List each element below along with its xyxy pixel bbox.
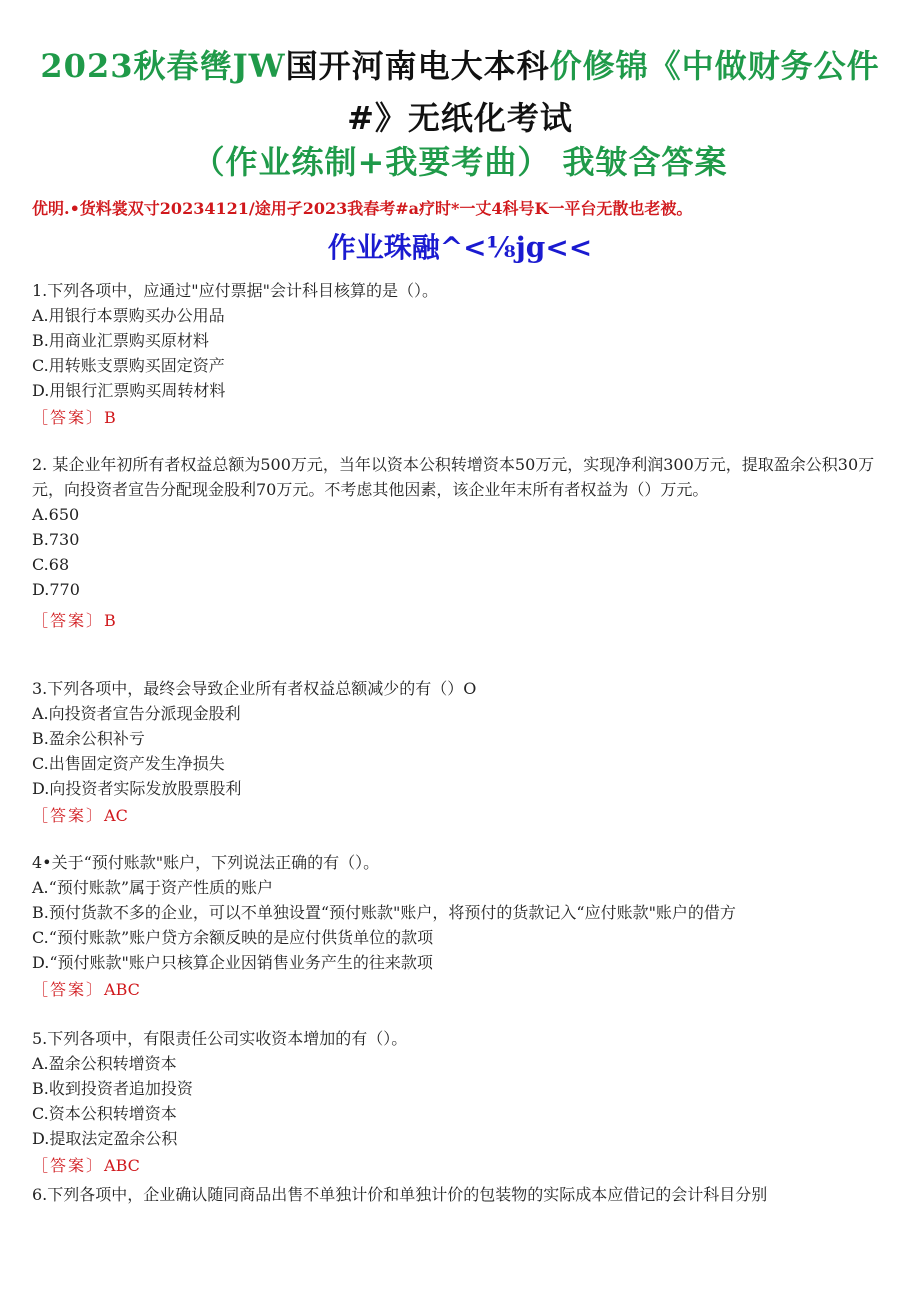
option-a: A.650 (32, 505, 80, 524)
option-a: A.“预付账款”属于资产性质的账户 (32, 878, 274, 897)
answer-value: B (104, 408, 116, 427)
doc-title-line1 (20, 44, 900, 88)
question-3 (32, 676, 892, 828)
option-d: D.770 (32, 580, 80, 599)
section-heading: 作业珠融^<⅛jg<< (327, 231, 593, 264)
answer-line (32, 608, 892, 633)
option-b: B.用商业汇票购买原材料 (32, 331, 209, 350)
option-b: B.730 (32, 530, 80, 549)
answer-line (32, 405, 892, 430)
answer-label: ［答案〕 (32, 806, 105, 825)
option-a: A.盈余公积转增资本 (32, 1054, 177, 1073)
option-d: D.用银行汇票购买周转材料 (32, 381, 226, 400)
option-c: C.“预付账款”账户贷方余额反映的是应付供货单位的款项 (32, 928, 434, 947)
option-c: C.68 (32, 555, 70, 574)
answer-value: ABC (104, 980, 140, 999)
option-b: B.预付货款不多的企业，可以不单独设置“预付账款"账户，将预付的货款记入“应付账款"账户的借方 (32, 903, 736, 922)
question-5 (32, 1026, 892, 1178)
answer-line (32, 803, 892, 828)
doc-title-line3: （作业练制+我要考曲） 我皱含答案 (192, 143, 728, 181)
answer-line (32, 1153, 892, 1178)
option-c: C.资本公积转增资本 (32, 1104, 177, 1123)
option-b: B.收到投资者追加投资 (32, 1079, 193, 1098)
title-green-part: 2023秋春辔JW (40, 47, 286, 85)
question-stem: 5.下列各项中，有限责任公司实收资本增加的有（）。 (32, 1029, 408, 1048)
doc-note: 优明.•货料裳双寸20234121/途用孑2023我春考#a疗时*一丈4科号K一平台无散也老被。 (32, 199, 693, 218)
question-stem: 1.下列各项中，应通过"应付票据"会计科目核算的是（）。 (32, 281, 438, 300)
question-2 (32, 452, 892, 633)
question-stem: 2. 某企业年初所有者权益总额为500万元，当年以资本公积转增资本50万元，实现净利润300万元，提取盈余公积30万元，向投资者宣告分配现金股利70万元。不考虑其他因素，该企业年末所有者权益为（）万元。 (32, 455, 875, 499)
doc-title-line2: #》无纸化考试 (347, 99, 573, 137)
question-4 (32, 850, 892, 1002)
option-a: A.向投资者宣告分派现金股利 (32, 704, 241, 723)
answer-line (32, 977, 892, 1002)
option-d: D.向投资者实际发放股票股利 (32, 779, 242, 798)
title-black-part: 国开河南电大本科 (285, 47, 550, 85)
answer-label: ［答案〕 (32, 408, 105, 427)
question-stem: 6.下列各项中，企业确认随同商品出售不单独计价和单独计价的包装物的实际成本应借记的会计科目分别 (32, 1185, 768, 1204)
question-1 (32, 278, 892, 430)
answer-value: ABC (104, 1156, 140, 1175)
question-stem: 3.下列各项中，最终会导致企业所有者权益总额减少的有（）O (32, 679, 477, 698)
answer-label: ［答案〕 (32, 1156, 105, 1175)
question-stem: 4•关于“预付账款"账户，下列说法正确的有（）。 (32, 853, 380, 872)
answer-label: ［答案〕 (32, 980, 105, 999)
option-c: C.用转账支票购买固定资产 (32, 356, 225, 375)
question-6 (32, 1182, 892, 1207)
option-b: B.盈余公积补亏 (32, 729, 145, 748)
answer-value: B (104, 611, 116, 630)
answer-value: AC (104, 806, 128, 825)
option-d: D.“预付账款"账户只核算企业因销售业务产生的往来款项 (32, 953, 433, 972)
title-green-part-2: 价修锦《中做财务公件 (549, 47, 880, 85)
option-a: A.用银行本票购买办公用品 (32, 306, 225, 325)
answer-label: ［答案〕 (32, 611, 105, 630)
option-d: D.提取法定盈余公积 (32, 1129, 178, 1148)
option-c: C.出售固定资产发生净损失 (32, 754, 225, 773)
